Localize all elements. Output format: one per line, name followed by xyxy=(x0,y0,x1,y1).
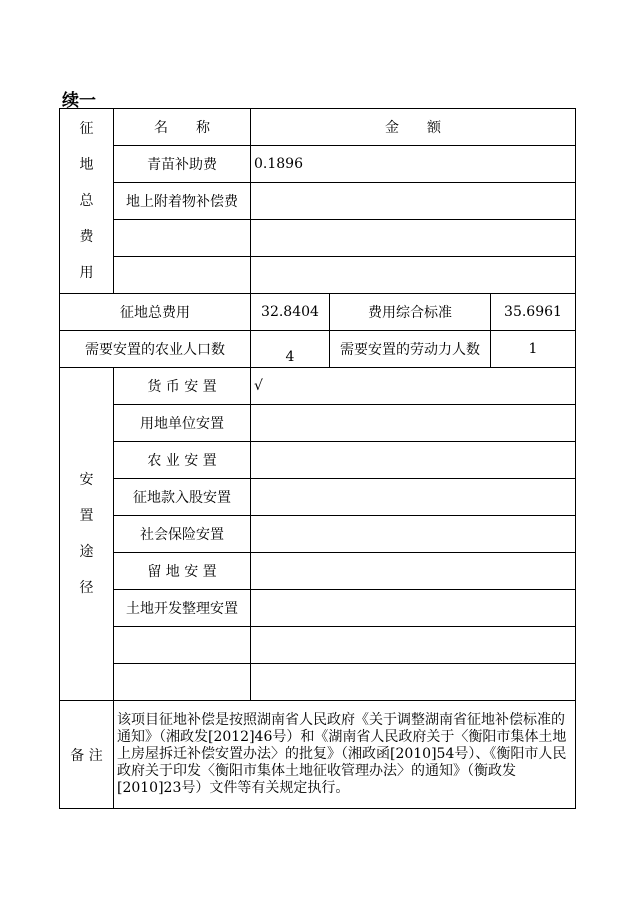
table-row xyxy=(60,664,576,701)
table-row xyxy=(60,553,576,590)
totals-row xyxy=(60,294,576,331)
cost-item-name: 青苗补助费 xyxy=(114,146,251,183)
resettlement-method-name xyxy=(114,627,251,664)
cost-standard-value: 35.6961 xyxy=(491,294,576,331)
resettlement-method-name: 留 地 安 置 xyxy=(114,553,251,590)
resettlement-method-value xyxy=(251,590,576,627)
resettlement-method-value xyxy=(251,405,576,442)
land-acquisition-form xyxy=(59,108,576,809)
total-cost-label: 征地总费用 xyxy=(60,294,251,331)
table-row xyxy=(60,627,576,664)
cost-item-amount xyxy=(251,220,576,257)
labor-count-value: 1 xyxy=(491,331,576,368)
farm-population-label: 需要安置的农业人口数 xyxy=(60,331,251,368)
resettlement-method-value: √ xyxy=(251,368,576,405)
population-row xyxy=(60,331,576,368)
table-row xyxy=(60,442,576,479)
cost-item-name xyxy=(114,220,251,257)
resettlement-method-name xyxy=(114,664,251,701)
resettlement-section-label: 安 置 途 径 xyxy=(60,368,114,701)
total-cost-value: 32.8404 xyxy=(251,294,330,331)
resettlement-method-value xyxy=(251,442,576,479)
table-row xyxy=(60,405,576,442)
column-amount-header: 金 额 xyxy=(251,109,576,146)
resettlement-method-value xyxy=(251,664,576,701)
resettlement-method-value xyxy=(251,553,576,590)
column-name-header: 名 称 xyxy=(114,109,251,146)
cost-header-row xyxy=(60,109,576,146)
remarks-text: 该项目征地补偿是按照湖南省人民政府《关于调整湖南省征地补偿标准的通知》（湘政发[2012]46号）和《湖南省人民政府关于〈衡阳市集体土地上房屋拆迁补偿安置办法〉的批复》（湘政函[2010]54号）、《衡阳市人民政府关于印发〈衡阳市集体土地征收管理办法〉的通知》（衡政发[2010]23号）文件等有关规定执行。 xyxy=(114,701,576,809)
cost-section-label: 征 地 总 费 用 xyxy=(60,109,114,294)
table-row xyxy=(60,590,576,627)
table-row xyxy=(60,479,576,516)
remarks-label: 备 注 xyxy=(60,701,114,809)
resettlement-method-name: 土地开发整理安置 xyxy=(114,590,251,627)
farm-population-value: 4 xyxy=(251,331,330,368)
resettlement-method-name: 社会保险安置 xyxy=(114,516,251,553)
table-row xyxy=(60,146,576,183)
cost-item-amount: 0.1896 xyxy=(251,146,576,183)
cost-item-name: 地上附着物补偿费 xyxy=(114,183,251,220)
cost-item-name xyxy=(114,257,251,294)
table-row xyxy=(60,183,576,220)
table-row xyxy=(60,516,576,553)
resettlement-method-name: 货 币 安 置 xyxy=(114,368,251,405)
table-row xyxy=(60,220,576,257)
cost-item-amount xyxy=(251,183,576,220)
resettlement-method-name: 征地款入股安置 xyxy=(114,479,251,516)
table-row xyxy=(60,368,576,405)
resettlement-method-name: 用地单位安置 xyxy=(114,405,251,442)
resettlement-method-value xyxy=(251,479,576,516)
resettlement-method-value xyxy=(251,627,576,664)
labor-count-label: 需要安置的劳动力人数 xyxy=(330,331,491,368)
resettlement-method-name: 农 业 安 置 xyxy=(114,442,251,479)
table-row xyxy=(60,257,576,294)
cost-item-amount xyxy=(251,257,576,294)
remarks-row xyxy=(60,701,576,809)
page-heading: 续一 xyxy=(62,91,96,111)
resettlement-method-value xyxy=(251,516,576,553)
cost-standard-label: 费用综合标准 xyxy=(330,294,491,331)
